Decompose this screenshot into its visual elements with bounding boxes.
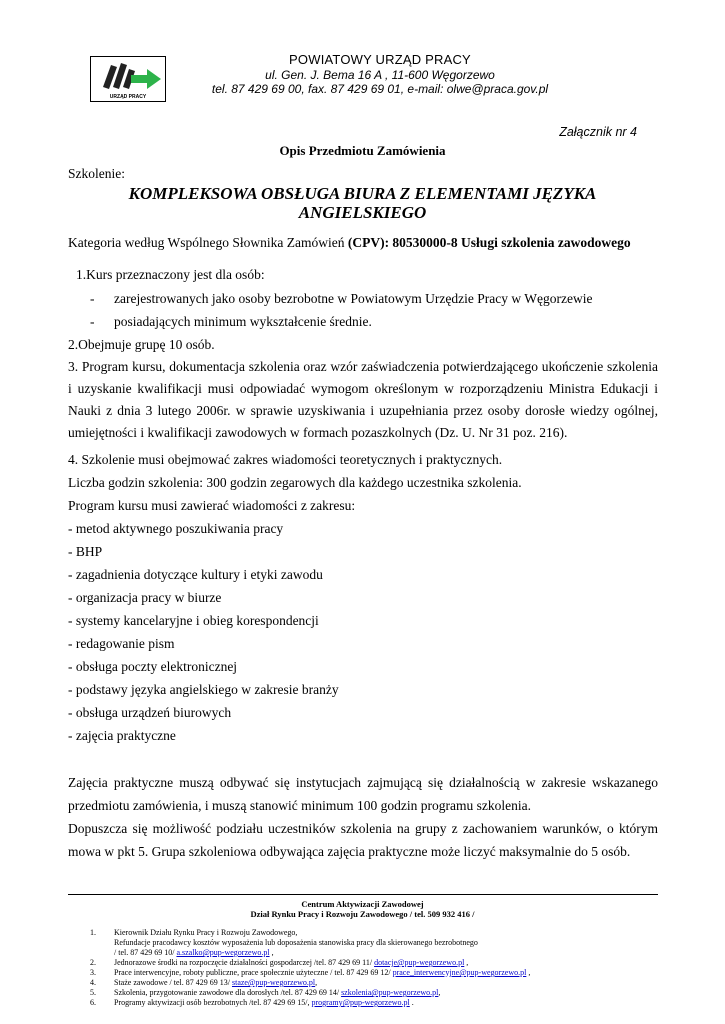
footer-item-num: 2. (90, 958, 96, 967)
footer-item-text: Prace interwencyjne, roboty publiczne, prace społecznie użyteczne / tel. 87 429 69 12/ (114, 968, 393, 977)
cpv-code: (CPV): 80530000-8 Usługi szkolenia zawodowego (347, 235, 631, 250)
annex-label: Załącznik nr 4 (559, 125, 637, 139)
program-item: - zagadnienia dotyczące kultury i etyki zawodu (68, 567, 323, 582)
footer-item-line-with-link (114, 958, 468, 968)
program-item: - redagowanie pism (68, 636, 175, 651)
point-3-line: Nauki z dnia 3 lutego 2006r. w sprawie uzyskiwania i uzupełniania przez osoby dorosłe wiedzy ogólnej, (68, 403, 658, 418)
doc-heading: Opis Przedmiotu Zamówienia (279, 143, 446, 158)
footer-item-text: Staże zawodowe / tel. 87 429 69 13/ (114, 978, 232, 987)
email-link[interactable]: staze@pup-wegorzewo.pl (231, 978, 316, 987)
footer-item-text: Szkolenia, przygotowanie zawodowe dla dorosłych /tel. 87 429 69 14/ (114, 988, 342, 997)
program-item: - obsługa urządzeń biurowych (68, 705, 232, 720)
org-address: ul. Gen. J. Bema 16 A , 11-600 Węgorzewo (265, 68, 495, 82)
footer-item-line-with-link (114, 948, 274, 958)
footer-item-num: 5. (90, 988, 96, 997)
program-item: - organizacja pracy w biurze (68, 590, 222, 605)
logo-graphic (91, 57, 165, 101)
org-name: POWIATOWY URZĄD PRACY (289, 52, 471, 67)
training-title-line1: KOMPLEKSOWA OBSŁUGA BIURA Z ELEMENTAMI JĘZYKA (128, 184, 597, 203)
footer-department: Dział Rynku Pracy i Rozwoju Zawodowego / tel. 509 932 416 / (250, 909, 475, 919)
footer-item-tail: , (315, 978, 318, 987)
footer-item-tail: , (464, 958, 469, 967)
training-label: Szkolenie: (68, 166, 125, 181)
footer-item-tail: , (438, 988, 441, 997)
footer-item-line-with-link (114, 998, 414, 1008)
footer-item-text: Jednorazowe środki na rozpoczęcie działalności gospodarczej /tel. 87 429 69 11/ (114, 958, 375, 967)
footer-item-num: 1. (90, 928, 96, 937)
training-title-line2: ANGIELSKIEGO (298, 203, 427, 222)
point-1-item: posiadających minimum wykształcenie średnie. (114, 314, 372, 329)
footer-item-line: Refundacje pracodawcy kosztów wyposażenia lub doposażenia stanowiska pracy dla skierowanego bezrobotnego (114, 938, 478, 947)
program-item: - podstawy języka angielskiego w zakresie branży (68, 682, 339, 697)
point-2: 2.Obejmuje grupę 10 osób. (68, 337, 215, 352)
footer-item-line-with-link (114, 968, 530, 978)
footer-item-num: 4. (90, 978, 96, 987)
footer-item-num: 3. (90, 968, 96, 977)
email-link[interactable]: programy@pup-wegorzewo.pl (311, 998, 410, 1007)
program-item: - metod aktywnego poszukiwania pracy (68, 521, 284, 536)
program-item: - obsługa poczty elektronicznej (68, 659, 238, 674)
email-link[interactable]: a.szalko@pup-wegorzewo.pl (176, 948, 270, 957)
footer-item-tail: , (269, 948, 274, 957)
footer-item-line-with-link (114, 988, 440, 998)
program-intro: Program kursu musi zawierać wiadomości z zakresu: (68, 498, 356, 513)
footer-item-line: Kierownik Działu Rynku Pracy i Rozwoju Zawodowego, (114, 928, 298, 937)
footer-item-num: 6. (90, 998, 96, 1007)
footer-item-tail: . (409, 998, 414, 1007)
pup-logo (90, 56, 166, 102)
org-contact: tel. 87 429 69 00, fax. 87 429 69 01, e-mail: olwe@praca.gov.pl (211, 82, 549, 96)
point-3-line: umiejętności i kwalifikacji zawodowych w formach pozaszkolnych (Dz. U. Nr 31 poz. 216). (68, 425, 568, 440)
point-3-line: i uzyskanie kwalifikacji musi odpowiadać wymogom określonym w rozporządzeniu Ministra Edukacji i (68, 381, 658, 396)
footer-item-tail: , (526, 968, 531, 977)
footer-divider (68, 894, 658, 895)
program-item: - BHP (68, 544, 103, 559)
training-hours: Liczba godzin szkolenia: 300 godzin zegarowych dla każdego uczestnika szkolenia. (68, 475, 522, 490)
logo-text: URZĄD PRACY (109, 94, 147, 100)
groups-line: Dopuszcza się możliwość podziału uczestników szkolenia na grupy z zachowaniem warunków, o którym (68, 821, 658, 836)
practice-line: przedmiotu zamówienia, i muszą stanowić minimum 100 godzin programu szkolenia. (68, 798, 532, 813)
footer-item-text: / tel. 87 429 69 10/ (114, 948, 177, 957)
email-link[interactable]: prace_interwencyjne@pup-wegorzewo.pl (392, 968, 527, 977)
email-link[interactable]: szkolenia@pup-wegorzewo.pl (341, 988, 439, 997)
point-3-line: 3. Program kursu, dokumentacja szkolenia oraz wzór zaświadczenia potwierdzającego ukończenie szkolenia (68, 359, 658, 374)
dash-bullet: - (90, 291, 95, 306)
point-1: 1.Kurs przeznaczony jest dla osób: (76, 267, 265, 282)
point-4: 4. Szkolenie musi obejmować zakres wiadomości teoretycznych i praktycznych. (68, 452, 503, 467)
cpv-category (68, 235, 631, 251)
footer-item-line-with-link (114, 978, 317, 988)
cpv-prefix: Kategoria według Wspólnego Słownika Zamówień (68, 235, 348, 250)
program-item: - zajęcia praktyczne (68, 728, 176, 743)
footer-item-text: Programy aktywizacji osób bezrobotnych /tel. 87 429 69 15/, (114, 998, 312, 1007)
groups-line: mowa w pkt 5. Grupa szkoleniowa odbywająca zajęcia praktyczne może liczyć maksymalnie do 5 osób. (68, 844, 631, 859)
email-link[interactable]: dotacje@pup-wegorzewo.pl (374, 958, 465, 967)
practice-line: Zajęcia praktyczne muszą odbywać się instytucjach zajmującą się działalnością w zakresie wskazanego (68, 775, 658, 790)
dash-bullet: - (90, 314, 95, 329)
program-item: - systemy kancelaryjne i obieg korespondencji (68, 613, 319, 628)
footer-center: Centrum Aktywizacji Zawodowej (301, 899, 424, 909)
point-1-item: zarejestrowanych jako osoby bezrobotne w Powiatowym Urzędzie Pracy w Węgorzewie (114, 291, 593, 306)
